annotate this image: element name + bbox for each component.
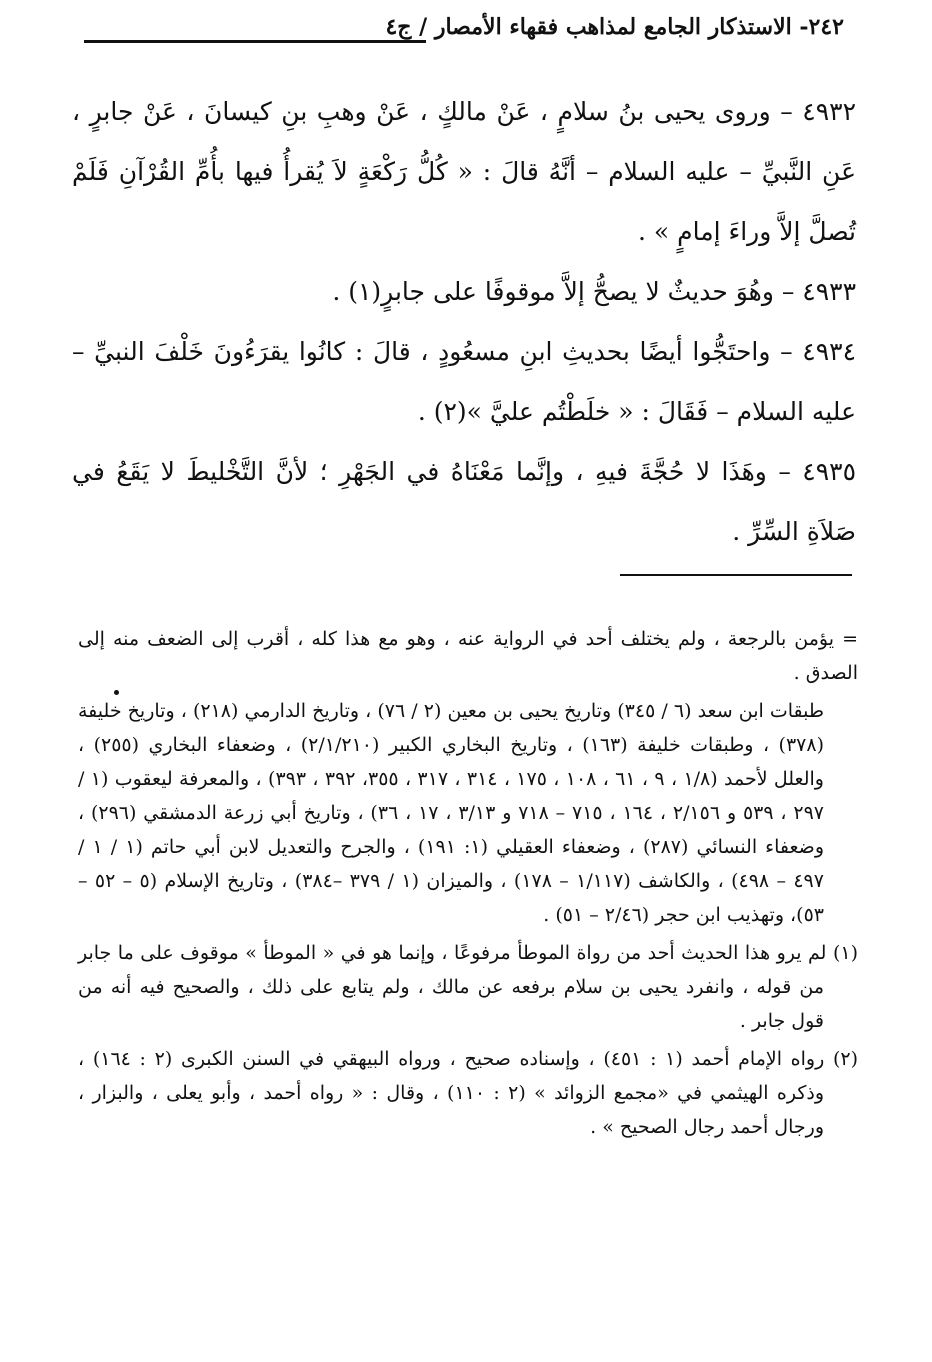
footnote-sources: طبقات ابن سعد (٦ / ٣٤٥) وتاريخ يحيى بن معين (٢ / ٧٦) ، وتاريخ الدارمي (٢١٨) ، وتاريخ خليفة (٣٧٨) ، وطبقات خليفة (١٦٣) ، وتاريخ البخاري الكبير (٢/١/٢١٠) ، وضعفاء البخاري (٢٥٥) ، والعلل لأحمد (١/٨ ، ٩ ، ٦١ ، ١٠٨ ، ١٧٥ ، ٣١٤ ، ٣١٧ ، ٣٥٥، ٣٩٢ ، ٣٩٣) ، والمعرفة ليعقوب (١ / ٢٩٧ ، ٥٣٩ و ٢/١٥٦ ، ١٦٤ ، ٧١٥ – ٧١٨ و ٣/١٣ ، ١٧ ، ٣٦) ، وتاريخ أبي زرعة الدمشقي (٢٩٦) ، وضعفاء النسائي (٢٨٧) ، وضعفاء العقيلي (١: ١٩١) ، والجرح والتعديل لابن أبي حاتم (١ / ١ / ٤٩٧ – ٤٩٨) ، والكاشف (١/١١٧ – ١٧٨) ، والميزان (١ / ٣٧٩ –٣٨٤) ، وتاريخ الإسلام (٥ – ٥٢ – ٥٣)، وتهذيب ابن حجر (٢/٤٦ – ٥١) .: [78, 700, 825, 926]
paragraph-4933: ٤٩٣٣ – وهُوَ حديثٌ لا يصحُّ إلاَّ موقوفًا على جابرٍ(١) .: [332, 277, 856, 306]
footnote-2: (٢) رواه الإمام أحمد (١ : ٤٥١) ، وإسناده صحيح ، ورواه البيهقي في السنن الكبرى (٢ : ١٦٤) ، وذكره الهيثمي في «مجمع الزوائد » (٢ : ١١٠) ، وقال : « رواه أحمد ، وأبو يعلى ، والبزار ، ورجال أحمد رجال الصحيح » .: [78, 1048, 858, 1138]
paragraph-4932: ٤٩٣٢ – وروى يحيى بنُ سلامٍ ، عَنْ مالكٍ ، عَنْ وهبِ بنِ كيسانَ ، عَنْ جابرٍ ، عَنِ النَّبيِّ – عليه السلام – أنَّهُ قالَ : « كُلُّ رَكْعَةٍ لاَ يُقرأُ فيها بأُمِّ القُرْآنِ فَلَمْ تُصلَّ إلاَّ وراءَ إمامٍ » .: [72, 97, 856, 246]
footnote-divider: [620, 574, 852, 576]
paragraph-4934: ٤٩٣٤ – واحتَجُّوا أيضًا بحديثِ ابنِ مسعُودٍ ، قالَ : كانُوا يقرَءُونَ خَلْفَ النبيِّ – عليه السلام – فَقَالَ : « خلَطْتُم عليَّ »(٢) .: [72, 337, 856, 426]
footnote-1: (١) لم يرو هذا الحديث أحد من رواة الموطأ مرفوعًا ، وإنما هو في « الموطأ » موقوف على ما جابر من قوله ، وانفرد يحيى بن سلام برفعه عن مالك ، ولم يتابع على ذلك ، والصحيح فيه أنه من قول جابر .: [78, 942, 858, 1032]
paragraph-4935: ٤٩٣٥ – وهَذَا لا حُجَّةَ فيهِ ، وإنَّما مَعْنَاهُ في الجَهْرِ ؛ لأنَّ التَّخْليطَ لا يَقَعُ في صَلاَةِ السِّرِّ .: [72, 457, 856, 546]
header-rule: [84, 40, 426, 43]
footnote-continuation: = يؤمن بالرجعة ، ولم يختلف أحد في الرواية عنه ، وهو مع هذا كله ، أقرب إلى الضعف منه إلى الصدق .: [78, 628, 858, 684]
footnotes: [78, 622, 858, 1144]
main-text: [72, 82, 856, 562]
running-title: ٢٤٢- الاستذكار الجامع لمذاهب فقهاء الأمصار / ج٤: [385, 14, 844, 40]
page-header: [84, 14, 844, 54]
